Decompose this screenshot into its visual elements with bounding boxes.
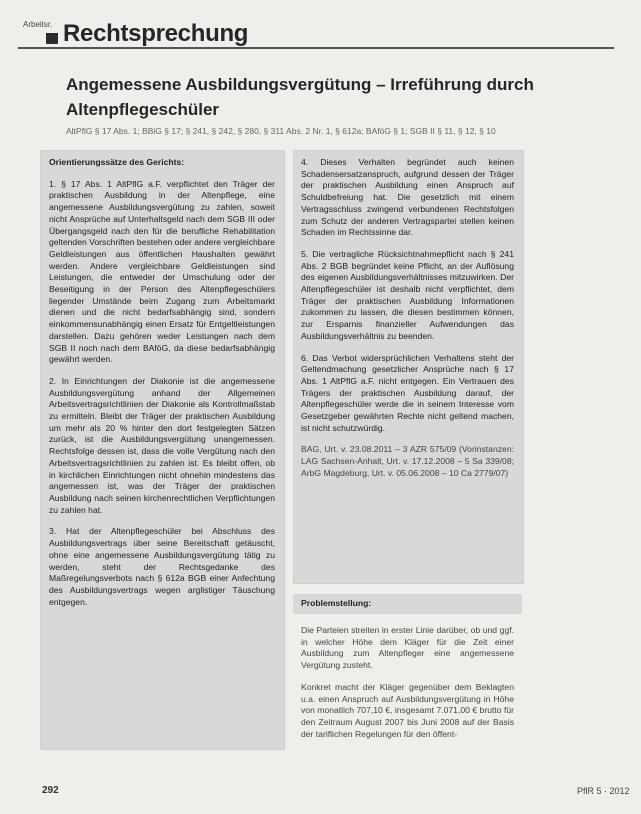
right-column-top (301, 157, 514, 490)
guideline-6: 6. Das Verbot widersprüchlichen Verhaltens steht der Geltendmachung gesetzlicher Ansprüche nach § 17 Abs. 1 AltPflG a.F. nicht entgegen. Ein Vertrauen des Trägers der praktischen Ausbildung darauf, der Altenpflegeschüler werde die in seinem Interesse vom Gesetzgeber gewährten Rechte nicht geltend machen, ist nicht schutzwürdig. (301, 352, 514, 433)
page-number: 292 (42, 785, 59, 796)
section-label: Arbeitsr. (23, 20, 53, 29)
section-title: Rechtsprechung (63, 20, 249, 47)
problem-heading: Problemstellung: (301, 598, 372, 608)
article-title: Angemessene Ausbildungsvergütung – Irreführung durch Altenpflegeschüler (66, 75, 534, 119)
statute-citation: AltPflG § 17 Abs. 1; BBiG § 17; § 241, § 242, § 280, § 311 Abs. 2 Nr. 1, § 612a; BAföG § 1; SGB II § 11, § 12, § 10 (66, 126, 496, 136)
guideline-3: 3. Hat der Altenpflegeschüler bei Abschluss des Ausbildungsvertrags über seine Bereitschaft getäuscht, ohne eine angemessene Ausbildungsvergütung tätig zu werden, steht der Rechtsgedanke des Maßregelungsverbots nach § 612a BGB einer Anfechtung des Ausbildungsvertrags wegen arglistiger Täuschung entgegen. (49, 526, 275, 607)
guideline-5: 5. Die vertragliche Rücksichtnahmepflicht nach § 241 Abs. 2 BGB begründet keine Pflicht, an der Auflösung des eigenen Ausbildungsverhältnisses mitzuwirken. Der Altenpflegeschüler ist deshalb nicht verpflichtet, dem Träger der praktischen Ausbildung Informationen zukommen zu lassen, die diesen bestimmen können, zur Ersparnis finanzieller Aufwendungen das Ausbildungsverhältnis zu beenden. (301, 248, 514, 341)
header-rule (18, 47, 614, 49)
problem-body (301, 625, 514, 750)
guidelines-heading: Orientierungssätze des Gerichts: (49, 157, 185, 167)
guideline-1: 1. § 17 Abs. 1 AltPflG a.F. verpflichtet den Träger der praktischen Ausbildung in der Altenpflege, eine angemessene Ausbildungsvergütung zu zahlen, soweit nicht Ansprüche auf Unterhaltsgeld nach dem SGB III oder Übergangsgeld nach den für die berufliche Rehabilitation geltenden Vorschriften bestehen oder andere vergleichbare Geldleistungen aus öffentlichen Haushalten gewährt werden. Andere vergleichbare Geldleistungen sind Leistungen, die entweder der Umschulung oder der Beseitigung in der Person des Altenpflegeschülers liegender Umstände beim Zugang zum Arbeitsmarkt dienen und die nicht bedarfsabhängig sind, sondern einkommensunabhängig einen Ersatz für Entgeltleistungen darstellen. Dazu gehören weder Leistungen nach dem SGB II noch nach dem BAföG, da diese bedarfsabhängig gewährt werden. (49, 178, 275, 365)
problem-paragraph-1: Die Parteien streiten in erster Linie darüber, ob und ggf. in welcher Höhe dem Kläger für die Zeit einer Ausbildung zum Altenpfleger eine angemessene Vergütung zusteht. (301, 625, 514, 671)
section-marker (46, 33, 58, 44)
guideline-4: 4. Dieses Verhalten begründet auch keinen Schadensersatzanspruch, aufgrund dessen der Träger der praktischen Ausbildung einen Anspruch auf Schuldbefreiung hat. Die gesetzlich mit einem Vertragsschluss zwingend verbundenen Rechtsfolgen zum Schutz der anderen Vertragspartei stellen keinen Schaden im Rechtssinne dar. (301, 157, 514, 238)
court-references: BAG, Urt. v. 23.08.2011 – 3 AZR 575/09 (Vorinstanzen: LAG Sachsen-Anhalt, Urt. v. 17.12.2008 – 5 Sa 339/08; ArbG Magdeburg, Urt. v. 05.06.2008 – 10 Ca 2779/07) (301, 444, 514, 478)
left-column (49, 157, 275, 618)
guideline-2: 2. In Einrichtungen der Diakonie ist die angemessene Ausbildungsvergütung anhand der Allgemeinen Arbeitsvertragsrichtlinien der Diakonie als Kontrollmaßstab zu ermitteln. Bleibt der Träger der praktischen Ausbildung um mehr als 20 % hinter den dort festgelegten Sätzen zurück, ist die Ausbildungsvergütung unangemessen. Rechtsfolge dessen ist, dass die volle Vergütung nach den Arbeitsvertragsrichtlinien zu zahlen ist. Es bleibt offen, ob in kirchlichen Einrichtungen nicht ohnehin mindestens das angemessen ist, was der Träger der praktischen Ausbildung nach seinen kirchenrechtlichen Verpflichtungen zu zahlen hat. (49, 375, 275, 515)
journal-issue: PflR 5 · 2012 (577, 786, 630, 796)
problem-paragraph-2: Konkret macht der Kläger gegenüber dem Beklagten u.a. einen Anspruch auf Ausbildungsvergütung in Höhe von monatlich 707,10 €, insgesamt 7.071,00 € brutto für den Zeitraum August 2007 bis Juni 2008 auf der Basis der tariflichen Regelungen für den öffent- (301, 681, 514, 739)
